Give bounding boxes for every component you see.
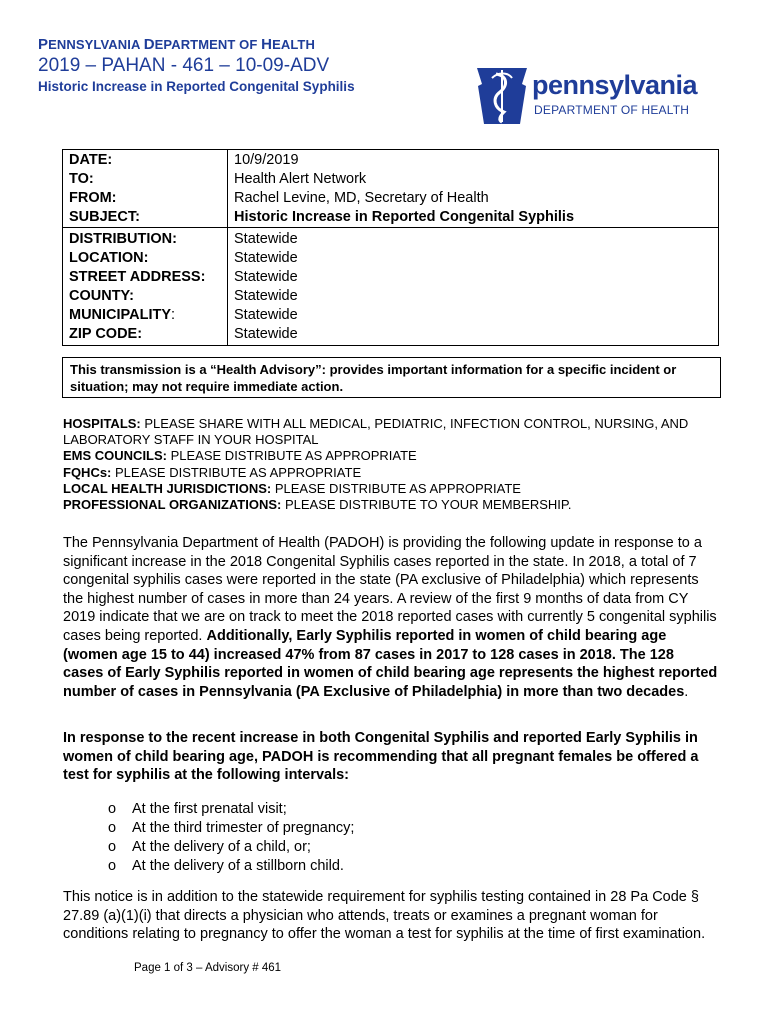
info-row-distribution xyxy=(63,228,719,250)
info-label: TO: xyxy=(63,170,228,189)
keystone-icon xyxy=(474,64,530,126)
info-value: Statewide xyxy=(234,250,298,266)
info-row-municipality xyxy=(63,306,719,325)
info-label-colon: : xyxy=(171,307,176,323)
dept-part-2: D xyxy=(143,36,155,53)
info-row-to xyxy=(63,170,719,189)
info-row-zip-code xyxy=(63,325,719,346)
logo-brand-text: pennsylvania xyxy=(532,70,698,100)
info-value: 10/9/2019 xyxy=(228,150,719,171)
list-item-text: At the delivery of a child, or; xyxy=(132,839,311,855)
info-row-county xyxy=(63,287,719,306)
distribution-label: FQHCs: xyxy=(63,464,112,480)
body-paragraph-update xyxy=(63,534,718,701)
info-label: DATE: xyxy=(63,150,228,171)
info-label: DISTRIBUTION: xyxy=(63,228,228,250)
info-label: STREET ADDRESS: xyxy=(63,268,228,287)
dept-part-1: ENNSYLVANIA xyxy=(48,37,144,52)
info-label: ZIP CODE: xyxy=(63,325,228,346)
info-label-text: MUNICIPALITY xyxy=(69,307,172,323)
info-value: Statewide xyxy=(228,228,719,250)
info-row-street-address xyxy=(63,268,719,287)
body-paragraph-requirement: This notice is in addition to the statewide requirement for syphilis testing contained in 28 Pa Code § 27.89 (a)(1)(i) that directs a physician who attends, treats or examines a pregnant woman for conditions relating to pregnancy to offer the woman a test for syphilis at the time of first examination. xyxy=(63,889,706,943)
distribution-item xyxy=(63,416,723,448)
para1-end-text: . xyxy=(684,683,689,700)
info-value: Statewide xyxy=(234,288,298,304)
list-item xyxy=(108,857,354,876)
distribution-text: PLEASE DISTRIBUTE AS APPROPRIATE xyxy=(271,480,521,496)
info-row-location xyxy=(63,249,719,268)
list-item-text: At the delivery of a stillborn child. xyxy=(132,858,344,874)
page-footer: Page 1 of 3 – Advisory # 461 xyxy=(134,962,282,974)
testing-intervals-list xyxy=(108,800,354,876)
list-item-text: At the third trimester of pregnancy; xyxy=(132,820,355,836)
distribution-text: PLEASE DISTRIBUTE TO YOUR MEMBERSHIP. xyxy=(281,497,572,513)
list-item xyxy=(108,819,354,838)
bullet-mark: o xyxy=(108,858,117,874)
para1-bold-text: Additionally, Early Syphilis reported in women of child bearing age (women age 15 to 44) increased 47% from 87 cases in 2017 to 128 cases in 2018. The 128 cases of Early Syphilis reported in women of child bearing age represents the highest reported number of cases in Pennsylvania (PA Exclusive of Philadelphia) in more than two decades xyxy=(63,627,718,700)
department-name xyxy=(38,36,315,53)
distribution-item xyxy=(63,481,723,497)
distribution-label: LOCAL HEALTH JURISDICTIONS: xyxy=(63,480,272,496)
info-label: LOCATION: xyxy=(63,249,228,268)
info-label: FROM: xyxy=(63,189,228,208)
distribution-item xyxy=(63,497,723,513)
distribution-label: HOSPITALS: xyxy=(63,416,141,431)
info-value: Statewide xyxy=(234,269,298,285)
info-row-from xyxy=(63,189,719,208)
bullet-mark: o xyxy=(108,839,117,855)
info-value: Statewide xyxy=(228,325,719,346)
para1-normal-text: The Pennsylvania Department of Health (PADOH) is providing the following update in response to a significant increase in the 2018 Congenital Syphilis cases reported in the state. In 2018, a total of 7 congenital syphilis cases were reported in the state (PA exclusive of Philadelphia) which represents the highest number of cases in more than 24 years. A review of the first 9 months of data from CY 2019 indicate that we are on track to meet the 2018 reported cases with currently 5 congenital syphilis cases being reported. xyxy=(63,535,717,644)
health-advisory-notice: This transmission is a “Health Advisory”: provides important information for a specific incident or situation; may not require immediate action. xyxy=(62,357,721,398)
list-item xyxy=(108,800,354,819)
info-label xyxy=(63,306,228,325)
distribution-item xyxy=(63,465,723,481)
info-value: Historic Increase in Reported Congenital Syphilis xyxy=(234,209,575,225)
dept-part-4: H xyxy=(261,36,273,53)
info-row-subject xyxy=(63,208,719,228)
info-label: COUNTY: xyxy=(63,287,228,306)
pa-health-logo xyxy=(474,64,704,126)
distribution-text: PLEASE DISTRIBUTE AS APPROPRIATE xyxy=(167,448,417,464)
info-value: Statewide xyxy=(234,307,298,323)
distribution-list xyxy=(63,416,723,513)
distribution-item xyxy=(63,448,723,464)
distribution-text: PLEASE DISTRIBUTE AS APPROPRIATE xyxy=(111,464,362,480)
bullet-mark: o xyxy=(108,801,117,817)
distribution-label: PROFESSIONAL ORGANIZATIONS: xyxy=(63,497,282,513)
distribution-label: EMS COUNCILS: xyxy=(63,448,167,464)
body-paragraph-recommendation: In response to the recent increase in both Congenital Syphilis and reported Early Syphilis in women of child bearing age, PADOH is recommending that all pregnant females be offered a test for syphilis at the following intervals: xyxy=(63,730,699,784)
bullet-mark: o xyxy=(108,820,117,836)
info-value: Rachel Levine, MD, Secretary of Health xyxy=(234,190,489,206)
advisory-subtitle: Historic Increase in Reported Congenital Syphilis xyxy=(38,79,355,94)
advisory-id: 2019 – PAHAN - 461 – 10-09-ADV xyxy=(38,55,330,76)
logo-brand-subtext: DEPARTMENT OF HEALTH xyxy=(534,103,690,117)
info-row-date xyxy=(63,150,719,171)
distribution-text: PLEASE SHARE WITH ALL MEDICAL, PEDIATRIC, INFECTION CONTROL, NURSING, AND LABORATORY STAFF IN YOUR HOSPITAL xyxy=(63,416,689,448)
dept-part-0: P xyxy=(38,36,49,53)
list-item-text: At the first prenatal visit; xyxy=(132,801,287,817)
dept-part-3: EPARTMENT OF xyxy=(154,37,262,52)
list-item xyxy=(108,838,354,857)
dept-part-5: EALTH xyxy=(272,37,315,52)
info-label: SUBJECT: xyxy=(63,208,228,228)
info-value: Health Alert Network xyxy=(234,171,367,187)
advisory-info-table xyxy=(62,149,719,346)
